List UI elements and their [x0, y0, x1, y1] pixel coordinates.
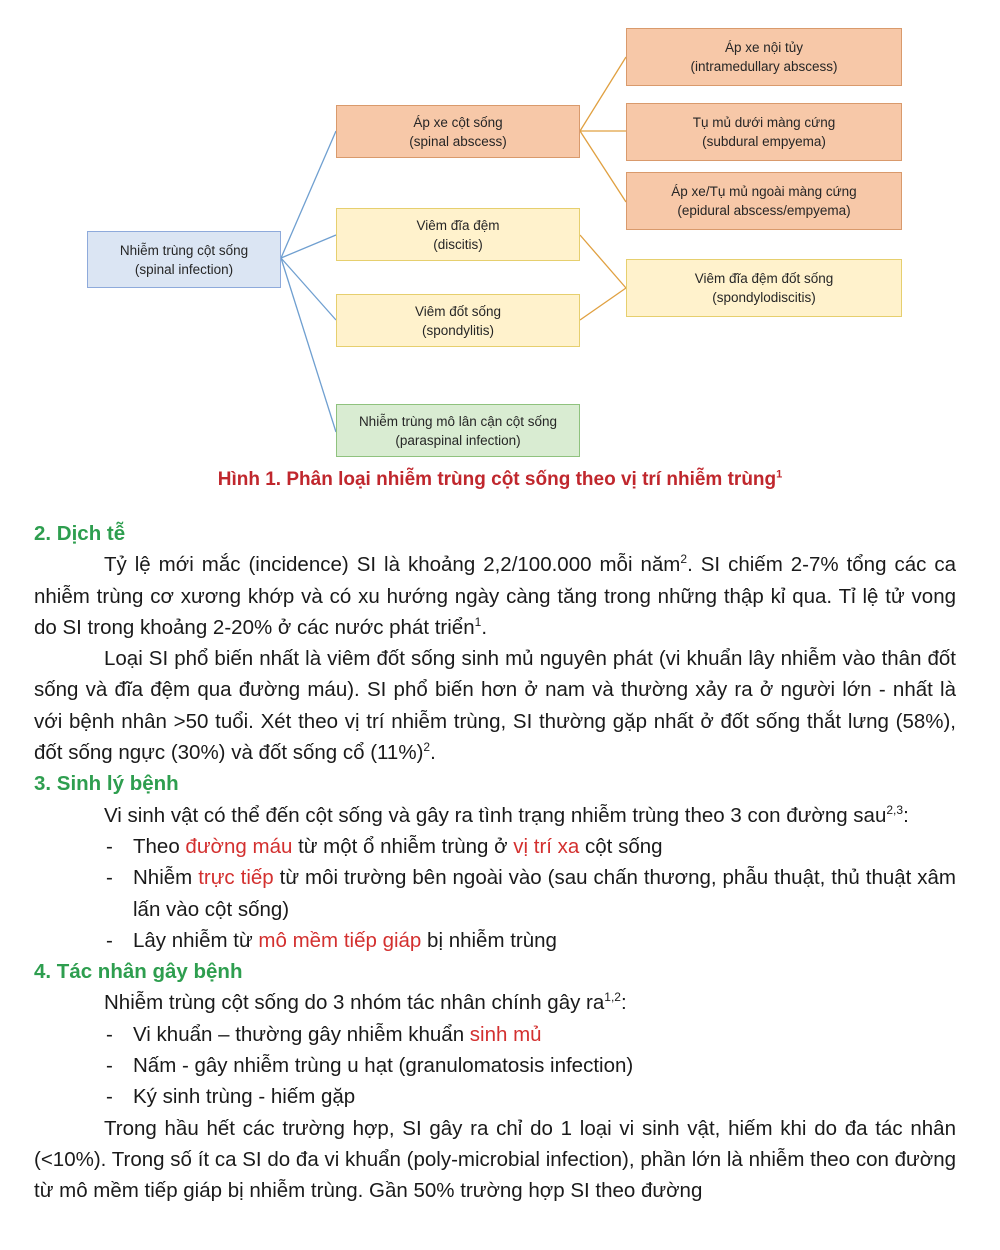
text-run: Nhiễm trùng cột sống do 3 nhóm tác nhân chính gây ra: [104, 991, 605, 1015]
node-sublabel: (paraspinal infection): [395, 432, 521, 448]
node-label: Áp xe cột sống: [413, 114, 503, 130]
node-sublabel: (subdural empyema): [702, 134, 826, 149]
citation: 2: [423, 740, 431, 755]
highlight-text: mô mềm tiếp giáp: [258, 928, 422, 952]
node-spinal-abscess: [336, 105, 580, 158]
document-body: [34, 518, 956, 1207]
root-connectors: [281, 131, 336, 432]
node-paraspinal-infection: [336, 404, 580, 457]
connector-root-spondylitis: [281, 258, 336, 320]
node-sublabel: (intramedullary abscess): [690, 59, 838, 74]
bullet-dash: -: [106, 1054, 113, 1078]
text-run: Ký sinh trùng - hiếm gặp: [133, 1085, 356, 1109]
text-run: bị nhiễm trùng: [421, 928, 557, 952]
node-label: Nhiễm trùng cột sống: [119, 242, 249, 258]
node-spondylodiscitis: [626, 259, 902, 317]
text-run: từ môi trường bên ngoài vào (sau chấn thương, phẫu thuật, thủ thuật xâm lấn vào cột sống): [133, 866, 957, 921]
node-epidural-abscess: [626, 172, 902, 230]
text-run: Lây nhiễm từ: [133, 928, 259, 952]
section-heading-epidemiology: 2. Dịch tễ: [34, 522, 126, 545]
node-sublabel: (discitis): [433, 236, 483, 252]
text-run: cột sống: [579, 834, 663, 858]
classification-diagram: [0, 0, 1000, 470]
text-run: :: [903, 803, 909, 827]
text-run: Vi sinh vật có thể đến cột sống và gây ra tình trạng nhiễm trùng theo 3 con đường sau: [104, 803, 887, 827]
text-run: .: [481, 615, 488, 639]
text-run: . SI chiếm 2-7% tổng các ca nhiễm trùng cơ xương khớp và có xu hướng ngày càng tăng trong những thập kỉ qua. Tỉ lệ tử vong do SI trong khoảng 2-20% ở các nước phát triển: [34, 553, 956, 639]
node-subdural-empyema: [626, 103, 902, 161]
node-label: Tụ mủ dưới màng cứng: [692, 115, 836, 130]
text-run: Tỷ lệ mới mắc (incidence) SI là khoảng 2,2/100.000 mỗi năm: [104, 553, 681, 577]
node-sublabel: (spinal abscess): [409, 133, 507, 149]
connector-abscess-intramedullary: [580, 57, 626, 131]
list-item: [34, 862, 956, 925]
list-item: [34, 1050, 956, 1081]
node-sublabel: (epidural abscess/empyema): [677, 203, 851, 218]
node-label: Viêm đĩa đệm: [416, 217, 500, 233]
bullet-dash: -: [106, 1085, 113, 1109]
caption-text: Hình 1. Phân loại nhiễm trùng cột sống theo vị trí nhiễm trùng: [217, 469, 777, 490]
figure-caption: [0, 469, 1000, 491]
connector-root-paraspinal: [281, 258, 336, 432]
connector-abscess-epidural: [580, 131, 626, 202]
paragraph-pathogen-groups: [34, 987, 956, 1018]
node-intramedullary-abscess: [626, 28, 902, 86]
highlight-text: vị trí xa: [513, 834, 580, 858]
node-label: Áp xe/Tụ mủ ngoài màng cứng: [671, 184, 857, 199]
highlight-text: trực tiếp: [198, 866, 274, 890]
node-label: Viêm đĩa đệm đốt sống: [694, 271, 834, 286]
citation: 1: [474, 615, 482, 630]
node-spondylitis: [336, 294, 580, 347]
text-run: Theo: [133, 834, 186, 858]
bullet-dash: -: [106, 1022, 113, 1046]
paragraph-common-type: [34, 643, 956, 768]
section-heading-pathogens: 4. Tác nhân gây bệnh: [34, 960, 243, 984]
citation: 2,3: [886, 802, 904, 817]
node-label: Áp xe nội tủy: [724, 40, 804, 55]
list-item: [34, 925, 956, 956]
node-sublabel: (spondylodiscitis): [712, 290, 816, 305]
citation: 1,2: [604, 990, 621, 1005]
node-sublabel: (spondylitis): [421, 322, 495, 338]
text-run: Loại SI phổ biến nhất là viêm đốt sống sinh mủ nguyên phát (vi khuẩn lây nhiễm vào thân đốt sống và đĩa đệm qua đường máu). SI phổ biến hơn ở nam và thường xảy ra ở người lớn - nhất là với bệnh nhân >50 tuổi. Xét theo vị trí nhiễm trùng, SI thường gặp nhất ở đốt sống thắt lưng (58%), đốt sống ngực (30%) và đốt sống cổ (11%): [34, 647, 956, 765]
text-run: Vi khuẩn – thường gây nhiễm khuẩn: [133, 1022, 470, 1046]
text-run: :: [620, 991, 627, 1015]
paragraph-routes: [34, 800, 956, 831]
section-heading-pathophysiology: 3. Sinh lý bệnh: [34, 772, 179, 796]
text-run: từ một ổ nhiễm trùng ở: [292, 834, 514, 858]
list-item: [34, 831, 956, 862]
highlight-text: đường máu: [185, 834, 293, 858]
bullet-dash: -: [106, 866, 113, 890]
text-run: Nấm - gây nhiễm trùng u hạt (granulomatosis infection): [133, 1054, 634, 1078]
list-item: [34, 1081, 956, 1112]
connector-discitis-spondylodiscitis: [580, 235, 626, 288]
caption-reference: 1: [776, 468, 783, 481]
node-label: Nhiễm trùng mô lân cận cột sống: [358, 413, 558, 429]
connector-spondylitis-spondylodiscitis: [580, 288, 626, 320]
node-sublabel: (spinal infection): [134, 261, 234, 277]
bullet-dash: -: [106, 834, 113, 858]
list-item: [34, 1019, 956, 1050]
node-spinal-infection: [87, 231, 281, 288]
bullet-dash: -: [106, 928, 113, 952]
node-discitis: [336, 208, 580, 261]
highlight-text: sinh mủ: [469, 1022, 542, 1046]
paragraph-single-organism: Trong hầu hết các trường hợp, SI gây ra chỉ do 1 loại vi sinh vật, hiếm khi do đa tác nhân (<10%). Trong số ít ca SI do đa vi khuẩn (poly-microbial infection), phần lớn là nhiễm theo con đường từ mô mềm tiếp giáp bị nhiễm trùng. Gần 50% trường hợp SI theo đường: [34, 1116, 956, 1203]
text-run: .: [430, 741, 436, 765]
branch-connectors: [580, 57, 626, 320]
text-run: Nhiễm: [133, 866, 199, 890]
paragraph-incidence: [34, 549, 956, 643]
citation: 2: [680, 552, 688, 567]
node-label: Viêm đốt sống: [414, 303, 502, 319]
